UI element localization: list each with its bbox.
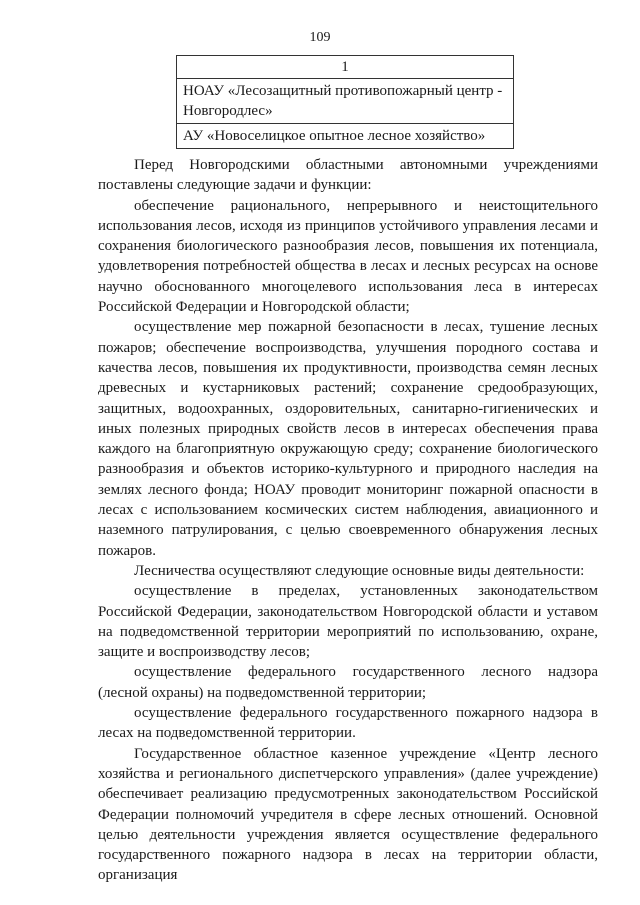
table-header-row [177,56,514,79]
organizations-table [176,55,514,149]
paragraph-task-fire-safety: осуществление мер пожарной безопасности в лесах, тушение лесных пожаров; обеспечение воспроизводства, улучшения породного состава и качества лесов, повышения их продуктивности, производства семян лесных древесных и кустарниковых растений; сохранение средообразующих, защитных, водоохранных, оздоровительных, санитарно-гигиенических и иных полезных природных свойств лесов в интересах обеспечения права каждого на благоприятную окружающую среду; сохранение биологического разнообразия и объектов историко-культурного и природного наследия на землях лесного фонда; НОАУ проводит мониторинг пожарной опасности в лесах с использованием космических систем наблюдения, авиационного и наземного патрулирования, с целью своевременного обнаружения лесных пожаров. [98,319,598,559]
table-row [177,124,514,149]
page-number: 109 [309,30,331,45]
paragraph-forestries-intro: Лесничества осуществляют следующие основные виды деятельности: [134,562,585,579]
table-column-number: 1 [177,56,514,79]
paragraph-intro: Перед Новгородскими областными автономными учреждениями поставлены следующие задачи и функции: [98,157,598,194]
table-row [177,79,514,124]
table-cell-organization: АУ «Новоселицкое опытное лесное хозяйство» [177,124,514,149]
paragraph-activity-measures: осуществление в пределах, установленных законодательством Российской Федерации, законодательством Новгородской области и уставом на подведомственной территории мероприятий по использованию, охране, защите и воспроизводству лесов; [98,583,598,661]
table-cell-organization: НОАУ «Лесозащитный противопожарный центр - Новгородлес» [177,79,514,124]
paragraph-activity-forest-supervision: осуществление федерального государственного лесного надзора (лесной охраны) на подведомственной территории; [98,664,598,701]
paragraph-task-forest-use: обеспечение рационального, непрерывного и неистощительного использования лесов, исходя из принципов устойчивого управления лесами и сохранения биологического разнообразия лесов, повышения их потенциала, удовлетворения потребностей общества в лесах и лесных ресурсах на основе научно обоснованного многоцелевого использования леса в интересах Российской Федерации и Новгородской области; [98,197,598,316]
paragraph-activity-fire-supervision: осуществление федерального государственного пожарного надзора в лесах на подведомственной территории. [98,705,598,742]
document-body [98,155,598,886]
paragraph-state-institution: Государственное областное казенное учреждение «Центр лесного хозяйства и регионального диспетчерского управления» (далее учреждение) обеспечивает реализацию предусмотренных законодательством Российской Федерации полномочий учредителя в сфере лесных отношений. Основной целью деятельности учреждения является осуществление федерального государственного пожарного надзора в лесах на территории области, организация [98,745,598,884]
